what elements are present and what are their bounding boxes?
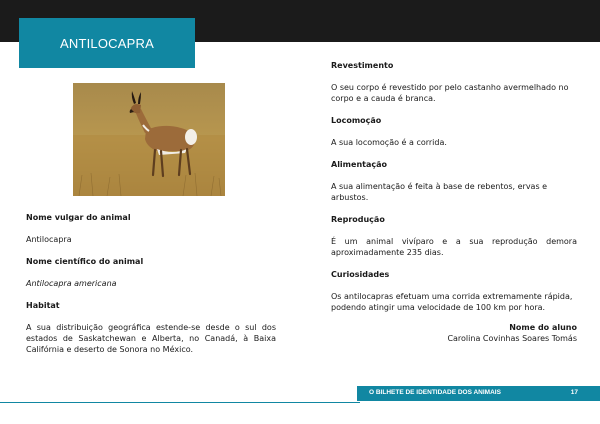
footer-divider	[0, 402, 360, 403]
left-column	[26, 212, 276, 366]
habitat-label: Habitat	[26, 301, 60, 310]
locomotion-label: Locomoção	[331, 116, 382, 125]
curiosities-text: Os antilocapras efetuam uma corrida extremamente rápida, podendo atingir uma velocidade de 100 km por hora.	[331, 292, 573, 312]
author-label: Nome do aluno	[509, 323, 577, 332]
curiosities-label: Curiosidades	[331, 270, 390, 279]
reproduction-label: Reprodução	[331, 215, 385, 224]
covering-text: O seu corpo é revestido por pelo castanho avermelhado no corpo e a cauda é branca.	[331, 83, 569, 103]
page-title-text: ANTILOCAPRA	[60, 35, 154, 51]
antelope-photo	[73, 83, 225, 196]
author-block	[380, 322, 577, 344]
page-title	[19, 18, 195, 68]
footer-title: O BILHETE DE IDENTIDADE DOS ANIMAIS	[369, 389, 501, 396]
food-label: Alimentação	[331, 160, 387, 169]
food-text: A sua alimentação é feita à base de rebentos, ervas e arbustos.	[331, 182, 548, 202]
reproduction-text: É um animal vivíparo e a sua reprodução demora aproximadamente 235 dias.	[331, 237, 577, 257]
author-name: Carolina Covinhas Soares Tomás	[447, 334, 577, 343]
scientific-name-label: Nome científico do animal	[26, 257, 144, 266]
common-name-label: Nome vulgar do animal	[26, 213, 131, 222]
locomotion-text: A sua locomoção é a corrida.	[331, 138, 447, 147]
common-name-value: Antilocapra	[26, 235, 72, 244]
right-column	[331, 60, 577, 324]
page-number: 17	[570, 389, 578, 396]
scientific-name-value: Antilocapra americana	[26, 279, 117, 288]
habitat-text: A sua distribuição geográfica estende-se desde o sul dos estados de Saskatchewan e Alberta, no Canadá, à Baixa Califórnia e deserto de Sonora no México.	[26, 323, 276, 354]
footer-bar	[357, 386, 600, 401]
covering-label: Revestimento	[331, 61, 394, 70]
